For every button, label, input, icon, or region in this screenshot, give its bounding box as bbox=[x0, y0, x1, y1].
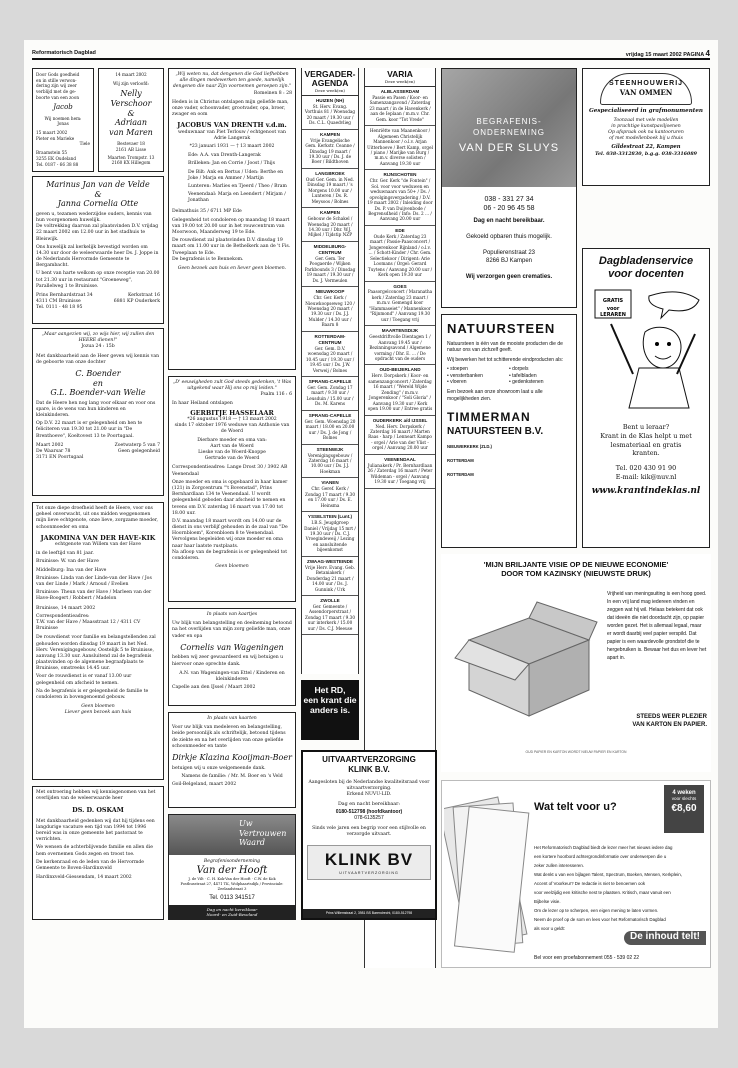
agenda-list bbox=[302, 96, 358, 635]
steenhouwerij-logo: STEENHOUWERIJ VAN OMMEN bbox=[600, 73, 692, 105]
varia-item bbox=[365, 87, 435, 126]
deceased-name-jacobus: JACOBUS VAN DRENTH v.d.m. bbox=[177, 121, 287, 130]
bride-name: Janna Cornelia Otte bbox=[57, 199, 139, 209]
varia-details: Passie en Pasen / Koor- en Samenzangavond / Zaterdag 23 maart / in de Havenkerk / aan de Ieplaan / m.m.v. Chr. Gem. koor "Tot Vrede" bbox=[369, 94, 431, 122]
varia-details: Paasorgelconcert / Maranatha kerk / Zaterdag 23 maart / m.m.v. Gemengd koor "Hammaseiet" / Mannenkoor "Rijnmond" / Aanvang 19.30 uur / Toegang vrij bbox=[367, 289, 433, 322]
varia-location: OUD-BEIJERLAND bbox=[379, 367, 421, 373]
vergader-details: Verenigingsgebouw / Zaterdag 16 maart / 10.00 uur / Ds. J.J. Hoekman bbox=[307, 452, 353, 474]
vergader-details: Gebouw de Schakel / Woensdag 20 maart / 14.30 uur / Dhr. W.J. Mijkel / Tijdstip NZP bbox=[307, 216, 353, 238]
vergader-details: Ger. Gemeente / Assendorperstraat / Zondag 17 maart / 9.30 uur interkerk / 15.00 uur / Ds. C.J. Meeuse bbox=[304, 603, 356, 631]
vergader-details: Chr. Geref. Kerk / Zondag 17 maart / 9.30 en 17.00 uur / Ds. E. Heinsma bbox=[304, 486, 356, 508]
varia-details: Oude Kerk / Zaterdag 23 maart / Passie-Paasconcert / Jongerenkoor Rijnland / o.l.v. ... / Schott-Kinder / Chr. Gem. Selectiekoor / Dirigent: Arie Loomans / Orgel: Gerard Tuytens / Aanvang 20.00 uur / Kerk open 19.30 uur bbox=[367, 233, 433, 278]
thanks-cornelis: In plaats van kaartjes Uw blijk van belangstelling en deelneming betoond na het overlijden van mijn zorg geliefde man, onze vader en opa Cornelis van Wageningen hebben wij zeer gewaardeerd en wij betuigen u hiervoor onze oprechte dank. A.N. van Wageningen-van Ettel / Kinderen en kleinkinderen Capelle aan den IJssel / Maart 2002 bbox=[168, 608, 296, 706]
varia-column: VARIA Deze week(en) ALBLASSERDAM Passie en Pasen / Koor- en Samenzangavond / Zaterdag 23 maart / in de Havenkerk / aan de Ieplaan / m.m.v. Chr. Gem. koor "Tot Vrede" Henriëtte van Maanenkoor / Algemeen Christelijk Mannenkoor / o.l.v. Arjan Uitterhoeve / Bert Kamp, orgel / piano / Marijke van Burg / m.m.v. diverse solisten / Aanvang 19.30 uur RIJNSCHOTEN Chr. Ger. Kerk "de Fontein" / Sol. voor voor weduwen en weduwnaars van 50+ / Ds. / opvolgingsvergadering / D.V. 19 maart 2002 / Inleiding door Ds. P. van Duijvenbode / Begrensdheid / Info: Ds. 2 ... / Aanvang 20.00 uur EDE Oude Kerk / Zaterdag 23 maart / Passie-Paasconcert / Jongerenkoor Rijnland / o.l.v. ... / Schott-Kinder / Chr. Gem. Selectiekoor / Dirigent: Arie Loomans / Orgel: Gerard Tuytens / Aanvang 20.00 uur / Kerk open 19.30 uur GOES Paasorgelconcert / Maranatha kerk / Zaterdag 23 maart / m.m.v. Gemengd koor "Hammaseiet" / Mannenkoor "Rijnmond" / Aanvang 19.30 uur / Toegang vrij MAARTENSDIJK Geestdriftvolle Dientagen 1 / Aanvang 19.45 uur / Bezinningsavond / Algemene vorming / Dhr. E. ... / De opdracht van de ouders OUD-BEIJERLAND Herv. Dorpskerk / Koor- en samenzangconcert / Zaterdag 16 maart / "Wereld Wijde Zending" / m.m.v. Jongerenkoor / "Soli Gloria" / Aanvang 19.30 uur / Kerk open 19.00 uur / Entree gratis OUDERKERK a/d IJSSEL Ned. Herv. Dorpskerk / Zaterdag 16 maart / Marten Raas - harp / Lenneart Kampo - orgel / Arie van der Vlist - orgel / Aanvang 20.00 uur VEENENDAAL Julianakerk / Pr. Bernhardlaan 26 / Zaterdag 16 maart / Peter Wildeman - orgel / Aanvang 19.30 uur / Toegang vrij bbox=[364, 68, 436, 968]
birth-notice-jacob: Door Gods goedheid en in stille verwon- dering zijn wij zeer verblijd met de ge- boorte van een zoon Jacob Wij noemen hem: Jonas 15 maart 2002 Pieter en Marieke Tiele Braamstein 55 3255 EK Oudeland Tel. 0187 - 66 38 88 bbox=[32, 68, 94, 172]
vergader-details: Vrije Herv. Evang. Geb. Betaniakerk / Donderdag 21 maart / 14.00 uur / Ds. J. Gunnink / Urk bbox=[305, 564, 355, 592]
varia-title: VARIA bbox=[387, 69, 413, 79]
ad-van-der-sluys: BEGRAFENIS- ONDERNEMING VAN DER SLUYS 038 - 331 27 34 06 - 20 96 45 58 Dag en nacht bereikbaar. Gekoeld opbaren thuis mogelijk. Populierenstraat 23 8266 BJ Kampen Wij verzorgen geen crematies. bbox=[441, 68, 577, 308]
vergader-item bbox=[302, 169, 358, 208]
vergader-item bbox=[302, 96, 358, 130]
vergader-location: NIEUWKOOP bbox=[315, 289, 345, 295]
vergader-item bbox=[302, 242, 358, 287]
varia-details: Chr. Ger. Kerk "de Fontein" / Sol. voor voor weduwen en weduwnaars van 50+ / Ds. / opvolgingsvergadering / D.V. 19 maart 2002 / Inleiding door Ds. P. van Duijvenbode / Begrensdheid / Info: Ds. 2 ... / Aanvang 20.00 uur bbox=[367, 178, 433, 222]
varia-location: GOES bbox=[393, 283, 407, 289]
vergader-details: Ger. Gem. Zondag 17 maart / 9.30 uur / Leusduin / 15.00 uur / Ds. M. Karens bbox=[306, 384, 354, 407]
vergader-item bbox=[302, 287, 358, 332]
krantindeklas-link[interactable]: www.krantindeklas.nl bbox=[591, 486, 701, 497]
vergader-location: LANGBROEK bbox=[315, 170, 345, 176]
varia-item bbox=[365, 226, 435, 282]
varia-item bbox=[365, 365, 435, 415]
vergader-item bbox=[302, 512, 358, 557]
wat-telt-title: Wat telt voor u? bbox=[534, 801, 617, 813]
vergader-item bbox=[302, 445, 358, 479]
wedding-notice-marinus: Marinus Jan van de Velde & Janna Cornelia Otte geven u, tezamen wederzijdse ouders, kennis van hun voorgenomen huwelijk. De voltrekking daarvan zal plaatsvinden D.V. vrijdag 22 maart 2002 om 12.00 uur in het stadhuis te Bleiswijk. Ons huwelijk zal kerkelijk bevestigd worden om 14.30 uur door de weleerwaarde heer Ds. J. Joppe in de Nederlands Hervormde Gemeente te Bergambacht. U bent van harte welkom op onze receptie van 20.00 tot 21.30 uur in restaurant "Groeneweg", Parallelweg 1 te Bruinisse. Prins Bernhardstraat 34 4311 CM Bruinisse Tel. 0111 - 48 18 95 Kerkstraat 16 6881 KP Ouderkerk bbox=[32, 176, 164, 324]
vergader-location: YSSELSTEIN (Lunt.) bbox=[307, 514, 353, 520]
funeral-home-name: Van der Hooft bbox=[196, 865, 268, 877]
newspaper-stack-icon bbox=[444, 791, 530, 961]
ad-rd-krant: Het RD, een krant die anders is. bbox=[301, 680, 359, 740]
groom-name: Marinus Jan van de Velde bbox=[46, 180, 150, 189]
varia-item bbox=[365, 416, 435, 455]
vergader-item bbox=[302, 130, 358, 169]
slogan-banner: De inhoud telt! bbox=[624, 931, 706, 945]
varia-details: Geestdriftvolle Dientagen 1 / Aanvang 19.45 uur / Bezinningsavond / Algemene vorming / Dhr. E. ... / De opdracht van de ouders bbox=[369, 334, 431, 361]
vergader-details: Chr. Ger. Kerk / Nieuwkoopseweg 120 / Woensdag 20 maart / 19.30 uur / Ds. J.J. Mulder / 14.30 uur / Baarn 8 bbox=[305, 295, 355, 328]
vergader-location: ZWAAG-WESTEINDE bbox=[307, 558, 353, 564]
teacher-cartoon-icon bbox=[589, 284, 705, 414]
varia-list bbox=[365, 87, 435, 489]
varia-details: Henriëtte van Maanenkoor / Algemeen Christelijk Mannenkoor / o.l.v. Arjan Uitterhoeve / Bert Kamp, orgel / piano / Marijke van Burg / m.m.v. diverse solisten / Aanvang 19.30 uur bbox=[367, 128, 433, 166]
vergader-item bbox=[302, 208, 358, 242]
varia-location: VEENENDAAL bbox=[384, 456, 416, 462]
vergader-location: MIDDELBURG-CENTRUM bbox=[313, 243, 347, 255]
vergader-location: HUIZEN (NH) bbox=[315, 97, 345, 103]
svg-text:voor: voor bbox=[606, 306, 620, 313]
ad-klink: UITVAARTVERZORGING KLINK B.V. Aangesloten bij de Nederlandse kwaliteitsraad voor uitvaartverzorging. Erkend NUVU-LID. Dag en nacht bereikbaar: 0180-512798 (hoofdkantoor) 078-6135257 Sinds vele jaren een begrip voor een stijlvolle en verzorgde uitvaart. KLINK BV UITVAARTVERZORGING Prins Willemstraat 2, 3981 BS Barendrecht, 0180-512798 bbox=[301, 750, 437, 920]
vergader-location: SPRANG-CAPELLE bbox=[308, 378, 352, 384]
deceased-name-oskam: DS. D. OSKAM bbox=[72, 806, 124, 815]
klink-logo: KLINK BV bbox=[324, 849, 414, 869]
meeting-agenda-column: VERGADER-AGENDA Deze week(en) HUIZEN (NH) St. Herv. Evang. Vorthuis 81 / Woensdag 20 maart / 19.30 uur / Ds. C.L. Quaedvlieg KAMPEN Vrije Evangelische Gem. Kerkstr. Ceanne / Dinsdag 19 maart / 19.30 uur / Ds. J. de Boer / Bildthoven LANGBROEK Oud Ger. Gem. in Ned. Dinsdag 19 maart / 's Morgens 10.00 uur / Lunteren / Ds. R. Meysoos / Bolnes KAMPEN Gebouw de Schakel / Woensdag 20 maart / 14.30 uur / Dhr. W.J. Mijkel / Tijdstip NZP MIDDELBURG-CENTRUM Ger. Gem. Ter Poogaerde / Wijken Parkbounds 3 / Dinsdag 19 maart / 19.30 uur / Ds. J. Vermeulen NIEUWKOOP Chr. Ger. Kerk / Nieuwkoopseweg 120 / Woensdag 20 maart / 19.30 uur / Ds. J.J. Mulder / 14.30 uur / Baarn 8 ROTTERDAM-CENTRUM Ger. Gem. D.V. woensdag 20 maart / 10.45 uur / 19.30 uur / 19.45 uur / Ds. J.W. Verweij / Bolnes SPRANG-CAPELLE Ger. Gem. Zondag 17 maart / 9.30 uur / Leusduin / 15.00 uur / Ds. M. Karens SPRANG-CAPELLE Ger. Gem. Woensdag 20 maart / 18.00 en 20.00 uur / Ds. J. de Jong / Bolnes STEENWIJK Verenigingsgebouw / Zaterdag 16 maart / 10.00 uur / Ds. J.J. Hoekman VIANEN Chr. Geref. Kerk / Zondag 17 maart / 9.30 en 17.00 uur / Ds. E. Heinsma YSSELSTEIN (Lunt.) I.B.S. Jeugdgroep Daniel / Vrijdag 15 mrt / 19.30 uur / Ds. C.J. Vroegindeweij / Lezing en aansluitende bijeenkomst ZWAAG-WESTEINDE Vrije Herv. Evang. Geb. Betaniakerk / Donderdag 21 maart / 14.00 uur / Ds. J. Gunnink / Urk ZWOLLE Ger. Gemeente / Assendorperstraat / Zondag 17 maart / 9.30 uur interkerk / 15.00 uur / Ds. C.J. Meeuse bbox=[301, 68, 359, 674]
obituary-jacobus: „Wij weten nu, dat dengenen die God liefhebben alle dingen medewerken ten goede, namelijk dengenen die naar Zijn voornemen geroepen zijn." Romeinen 8 : 28 Heden is in Christus ontslapen mijn geliefde man, onze vader, schoonvader, grootvader, opa, broer, zwager en oom JACOBUS VAN DRENTH v.d.m. weduwnaar van Piet Terlouw / echtgenoot van Adrie Langerak *23 januari 1931 — † 13 maart 2002 Ede: A.A. van Drenth-Langerak Brilleken: Jan en Corrie / Joost / Thijs De Bilt: Ank en Bertus / Uden: Berthe en Joke / Marja en Ammer / Martijn Lunteren: Marlies en Tjeerd / Theo / Bram Veenendaal: Marja en Leendert / Mirjam / Jonathan Delmathuis 35 / 6711 MP Ede Gelegenheid tot condoleren op maandag 18 maart van 19.00 tot 20.00 uur in het rouwcentrum van Moorwoon, Maanderweg 19 te Ede. De rouwdienst zal plaatsvinden D.V. dinsdag 19 maart om 11.00 uur in de Bethelkerk aan de 't Fis. Tweeplaan te Ede. De begrafenis is te Bennekom. Geen bezoek aan huis en liever geen bloemen. bbox=[168, 68, 296, 370]
vergader-location: KAMPEN bbox=[320, 131, 340, 137]
varia-details: Herv. Dorpskerk / Koor- en samenzangconcert / Zaterdag 16 maart / "Wereld Wijde Zending" / m.m.v. Jongerenkoor / "Soli Gloria" / Aanvang 19.30 uur / Kerk open 19.00 uur / Entree gratis bbox=[367, 373, 433, 412]
engagement-notice-nelly: 14 maart 2002 Wij zijn verloofd: Nelly Verschoor & Adriaan van Maren Bestevaer 18 2161 AB Lisse Maarten Trompstr. 13 2160 KX Hillegom bbox=[98, 68, 164, 172]
vergader-details: Oud Ger. Gem. in Ned. Dinsdag 19 maart / 's Morgens 10.00 uur / Lunteren / Ds. R. Meysoos / Bolnes bbox=[305, 176, 355, 204]
varia-details: Ned. Herv. Dorpskerk / Zaterdag 16 maart / Marten Raas - harp / Lenneart Kampo - orgel / Arie van der Vlist - orgel / Aanvang 20.00 uur bbox=[368, 423, 432, 451]
varia-details: Julianakerk / Pr. Bernhardlaan 26 / Zaterdag 16 maart / Peter Wildeman - orgel / Aanvang 19.30 uur / Toegang vrij bbox=[367, 462, 433, 485]
vergader-details: Ger. Gem. Ter Poogaerde / Wijken Parkbounds 3 / Dinsdag 19 maart / 19.30 uur / Ds. J. Vermeulen bbox=[304, 255, 356, 283]
vergader-details: Ger. Gem. Woensdag 20 maart / 18.00 en 20.00 uur / Ds. J. de Jong / Bolnes bbox=[304, 418, 356, 441]
cardboard-box-icon bbox=[449, 590, 599, 730]
varia-location: EDE bbox=[395, 227, 405, 233]
obituary-jakomina: Tot onze diepe droefheid heeft de Heere, voor ons geheel onverwacht, uit ons midden weggenomen mijn lieve echtgenote, onze lieve, zorgzame moeder, schoonmoeder en oma JAKOMINA VAN DER HAVE-KIK echtgenote van Willem van der Have in de leeftijd van 81 jaar. Bruinisse: W. van der Have Middelburg: Ina van der Have Bruinisse: Linda van der Linde-van der Have / Jos van der Linde / Mark / Arnoud / Evelien Bruinisse: Theun van der Have / Marleen van der Have-Boogert / Robbert / Madelon Bruinisse, 14 maart 2002 Correspondentieadres: T.W. van der Have / Maasstraat 12 / 4311 CV Bruinisse De rouwdienst voor familie en belangstellenden zal gehouden worden dinsdag 19 maart in het Ned. Herv. Verenigingsgebouw, Oostelijk 5 te Bruinisse, aanvang 13.30 uur. Aansluitend zal de begrafenis plaatsvinden op de algemene begraafplaats te Bruinisse, omstreeks 14.45 uur. Voor de rouwdienst is er vanaf 13.00 uur gelegenheid om afscheid te nemen. Na de begrafenis is er gelegenheid de familie te condoleren in bovengenoemd gebouw. Geen bloemen Liever geen bezoek aan huis bbox=[32, 502, 164, 780]
vergader-location: ROTTERDAM-CENTRUM bbox=[314, 333, 346, 345]
vergader-item bbox=[302, 596, 358, 635]
newspaper-page bbox=[24, 40, 718, 1028]
varia-item bbox=[365, 126, 435, 170]
vergader-item bbox=[302, 332, 358, 377]
vergader-location: KAMPEN bbox=[320, 210, 340, 216]
vergader-details: Ger. Gem. D.V. woensdag 20 maart / 10.45 uur / 19.30 uur / 19.45 uur / Ds. J.W. Verweij / Bolnes bbox=[305, 345, 355, 373]
vergader-item bbox=[302, 377, 358, 411]
varia-location: RIJNSCHOTEN bbox=[383, 172, 417, 178]
varia-location: ALBLASSERDAM bbox=[380, 88, 420, 94]
vergader-details: Vrije Evangelische Gem. Kerkstr. Ceanne / Dinsdag 19 maart / 19.30 uur / Ds. J. de Boer / Bildthoven bbox=[305, 137, 355, 165]
ad-karton-papier: 'MIJN BRILJANTE VISIE OP DE NIEUWE ECONOMIE' DOOR TOM KAZINSKY (NIEUWSTE DRUK) Vrijheid van meningsuiting is een hoog goed. In een vrij land mag iedereen vinden en zeggen wat hij wil. Helaas betekent dat ook dat ideeën die niet doordacht zijn, op papier worden gezet. Het is allemaal legaal, maar er wordt daarbij veel papier verspild. Dat papier is een waardevolle grondstof die te hergebruiken is. Bewaar het dus en lever het apart in. STEEDS WEER PLEZIER VAN KARTON EN PAPIER. OUD PAPIER EN KARTON WORDT NIEUW PAPIER EN KARTON bbox=[441, 554, 711, 772]
varia-location: MAARTENSDIJK bbox=[381, 328, 419, 334]
vergader-details: I.B.S. Jeugdgroep Daniel / Vrijdag 15 mrt / 19.30 uur / Ds. C.J. Vroegindeweij / Lezing en aansluitende bijeenkomst bbox=[304, 520, 356, 553]
vergader-location: SPRANG-CAPELLE bbox=[308, 412, 352, 418]
anniversary-notice-boender: „Maar aangezien wij, zo wijs hier, wij zullen den HEERE dienen!" Jozua 24 : 15b Met dankbaarheid aan de Heer geven wij kennis van de geboorte van onze dochter C. Boender en G.L. Boender-van Welie Dat de Heere hen nog lang voor elkaar en voor ons spare, is de wens van hun kinderen en kleinkinderen. Op D.V. 22 maart is er gelegenheid om hen te feliciteren van 19.30 tot 21.00 uur in "De Brenthoeve", Koeltovest 13 te Poortugaal. Maart 2002 De Waarsar 78 3171 EN Poortugaal Zoetwaterp 5 van 7 Geen gelegenheid bbox=[32, 328, 164, 496]
thanks-dirkje: In plaats van kaarten Voor uw blijk van medeleven en belangstelling, beide persoonlijk als schriftelijk, betoond tijdens de ziekte en na het overlijden van onze geliefde schoonmoeder en tante Dirkje Klazina Kooijman-Boer betuigen wij u onze welgemeende dank. Namens de familie: / Mr. M. Boer en 's Veld Goil-Belgeland, maart 2002 bbox=[168, 712, 296, 808]
ad-dagbladenservice: Dagbladenservice voor docenten GRATIS voor LERAREN Bent u leraar? Krant in de Klas helpt u met lesmateriaal en gratis kranten. Tel. 020 430 91 90 E-mail: kik@nuv.nl www.krantindeklas.nl bbox=[582, 248, 710, 548]
ad-steenhouwerij: STEENHOUWERIJ VAN OMMEN Gespecialiseerd in grafmonumenten Toonzaal met vele modellen in prachtige kunstpaviljoenen Op afspraak ook na kantooruren of met modellenboek bij u thuis Gildestraat 22, Kampen Tel. 038-3312830, b.g.g. 038-3316089 bbox=[582, 68, 710, 186]
vergader-location: VIANEN bbox=[321, 480, 339, 486]
svg-text:LERAREN: LERAREN bbox=[600, 312, 626, 319]
jacob-intro: Door Gods goedheid en in stille verwon- dering zijn wij zeer verblijd met de ge- boorte van een zoon bbox=[36, 72, 80, 100]
baby-name: Jacob bbox=[53, 103, 73, 112]
vergader-location: STEENWIJK bbox=[316, 446, 344, 452]
ad-natuursteen: NATUURSTEEN Natuursteen is één van de mooiste producten die de natuur ons van zichzelf geeft. Wij bewerken het tot schitterende eindproducten als: • stoepen • dorpels • vensterbanken • tafelbladen • vloeren • gedenkstenen Een bezoek aan onze showroom laat u alle mogelijkheden zien. TIMMERMAN NATUURSTEEN B.V. NIEUWERKERK (ZLD.) ROTTERDAM ROTTERDAM bbox=[441, 314, 577, 548]
obituary-gerbitje: „D' eeuwigheden zult God steeds gedenken, 't Was uitgekend waar Hij ons op mij leiden." Psalm 116 : 6 In haar Heiland ontslapen GERBITJE HASSELAAR *26 augustus 1918 — † 13 maart 2002 sinds 17 oktober 1976 weduwe van Anthonie van de Woerd Dierbare moeder en oma van: Aart van de Woerd Lieske van de Woerd-Knoppe Gertrude van de Woerd Correspondentieadres: Lange Drost 30 / 3902 AB Veenendaal Onze moeder en oma is opgebaard in haar kamer (121) in Zorgcentrum "'t Bovenstad", Prins Bernhardlaan 134 te Veenendaal. U wordt gelegenheid geboden daar afscheid te nemen en tevens om D.V. zaterdag 16 maart van 17.00 tot 18.00 uur. D.V. maandag 18 maart wordt om 14.00 uur de dienst in ons verblijf gehouden in de zaal van "De Hoornbloem", Korenbloem 8 te Veenendaal. Vervolgens begeleiden wij onze moeder en oma naar haar laatste rustplaats. Na afloop van de begrafenis is er gelegenheid tot condoleren. Geen bloemen bbox=[168, 376, 296, 602]
natuursteen-title: NATUURSTEEN bbox=[447, 321, 556, 336]
header-date: vrijdag 15 maart 2002 PAGINA 4 bbox=[625, 49, 710, 58]
ad-wat-telt-voor-u: Wat telt voor u? 4 weken voor slechts €8,60 Het Reformatorisch Dagblad biedt de lezer meer het nieuws iedere dag een kortere hoorbord achtergrondinformatie over onderwerpen die u zeker zullen interesseren. Wat denkt u van een bijlagen Talent, Spectrum, Boeken, Mensen, Kerkplein, Accent of Voorkeur? De redactie is niet te benoemen ook voor veelzijdig een kritische nest te plaatsen. Kritisch, maar vanuit een Bijbelse visie. Om de lezer op te scherpen, een eigen mening te laten vormen. Neem de proef op de som en lees voor het Reformatorisch Dagblad als voor u geldt: De inhoud telt! Bel voor een proefabonnement 055 - 539 02 22 bbox=[441, 780, 711, 968]
vergader-item bbox=[302, 411, 358, 445]
agenda-title: VERGADER-AGENDA bbox=[304, 69, 356, 88]
ad-van-der-hooft: Uw Vertrouwen Waard Begrafenisonderneming Van der Hooft J. de Vilt · C. H. Kok-Van der Hooft · C.W. de Kok Postbusstraat 27, 4471 TK, Wolphaartsdijk / Provinciale: Zeelandstraat 3 Tel. 0113 341517 Dag en nacht bereikbaar Noord- en Zuid-Beveland bbox=[168, 814, 296, 920]
condolence-oskam: Met ontroering hebben wij kennisgenomen van het overlijden van de weleerwaarde heer DS. D. OSKAM Met dankbaarheid gedenken wij dat hij tijdens een langdurige vacature een tijd van 1994 tot 1996 bereid was in onze gemeente het pastoraat te verrichten. We wensen de achterblijvende familie en allen die hem overnemen Gods zegen en troost toe. De kerkenraad en de leden van de Hervormde Gemeente te Boven-Hardinxveld Hardinxveld-Giessendam, 14 maart 2002 bbox=[32, 786, 164, 920]
vergader-item bbox=[302, 557, 358, 596]
varia-item bbox=[365, 455, 435, 489]
paper-name: Reformatorisch Dagblad bbox=[32, 50, 96, 56]
deceased-name: JAKOMINA VAN DER HAVE-KIK bbox=[40, 533, 156, 542]
price-badge: 4 weken voor slechts €8,60 bbox=[664, 785, 704, 833]
vergader-item bbox=[302, 478, 358, 512]
varia-item bbox=[365, 170, 435, 226]
vergader-location: ZWOLLE bbox=[320, 598, 340, 604]
varia-item bbox=[365, 282, 435, 327]
vergader-details: St. Herv. Evang. Vorthuis 81 / Woensdag 20 maart / 19.30 uur / Ds. C.L. Quaedvlieg bbox=[304, 103, 356, 126]
varia-item bbox=[365, 326, 435, 365]
cartoon-sign: GRATIS bbox=[602, 298, 624, 305]
deceased-name-gerbitje: GERBITJE HASSELAAR bbox=[190, 408, 274, 417]
page-header bbox=[32, 48, 710, 60]
varia-location: OUDERKERK a/d IJSSEL bbox=[372, 417, 428, 423]
sluys-name: VAN DER SLUYS bbox=[458, 141, 560, 154]
trial-subscription-phone: Bel voor een proefabonnement 055 - 539 02 22 bbox=[534, 955, 640, 961]
